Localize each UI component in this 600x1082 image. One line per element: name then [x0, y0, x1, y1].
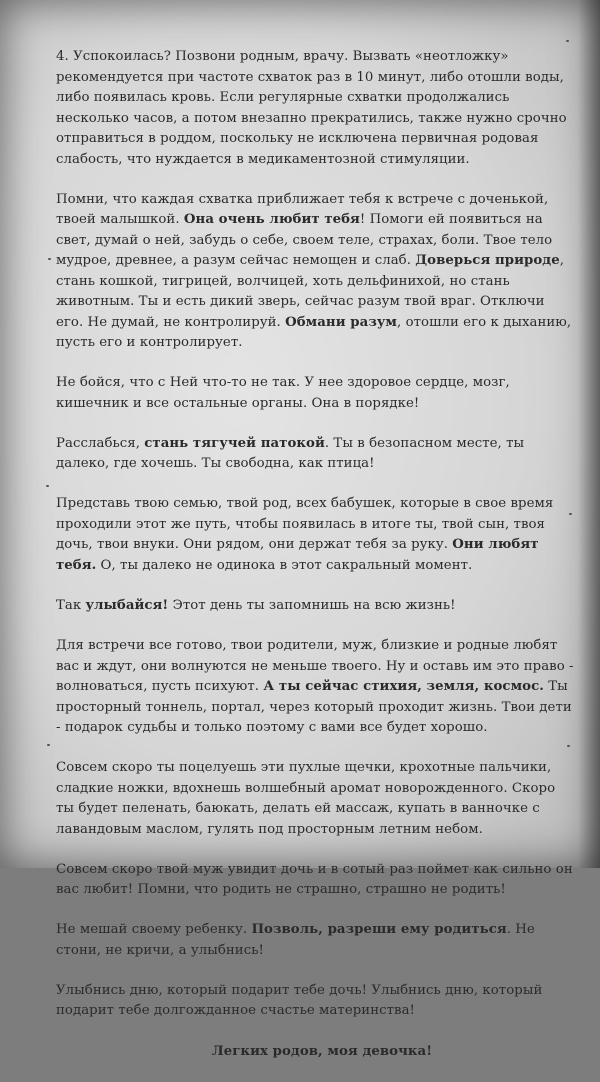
emphasis-text: Обмани разум: [285, 314, 398, 330]
paragraph-text: . Не стони, не кричи, а улыбнись!: [56, 922, 535, 958]
emphasis-text: А ты сейчас стихия, земля, космос.: [263, 679, 544, 695]
scan-speck: [47, 744, 50, 746]
paragraph-text: Расслабься,: [56, 435, 145, 451]
paragraph-text: 4. Успокоилась? Позвони родным, врачу. Вызвать «неотложку» рекомендуется при частоте схваток раз в 10 минут, либо отошли воды, либо появилась кровь. Если регулярные схватки продолжались несколько часов, а потом внезапно прекратились, также нужно срочно отправиться в роддом, поскольку не исключена первичная родовая слабость, что нуждается в медикаментозной стимуляции.: [56, 49, 567, 167]
paragraph: [56, 47, 576, 170]
paragraph: [56, 758, 576, 840]
paragraph-text: ! Помоги ей появиться на свет, думай о ней, забудь о себе, своем теле, страхах, боли. Твое тело мудрое, древнее, а разум сейчас немощен и слаб.: [56, 212, 553, 269]
emphasis-text: улыбайся!: [85, 597, 169, 613]
paragraph-text: Помни, что каждая схватка приближает тебя к встрече с доченькой, твоей малышкой.: [56, 191, 549, 228]
paragraph: [56, 636, 576, 739]
paragraph-text: Не мешай своему ребенку.: [56, 922, 252, 938]
paragraph-text: , отошли его к дыханию, пусть его и контролирует.: [56, 314, 572, 351]
scan-speck: [566, 40, 569, 42]
scan-speck: [46, 485, 49, 487]
paragraph: [56, 434, 576, 475]
document-body: [56, 47, 576, 1082]
paragraph-text: . Ты в безопасном месте, ты далеко, где хочешь. Ты свободна, как птица!: [56, 435, 525, 472]
paragraph-text: Так: [56, 597, 86, 613]
paragraph: [56, 860, 576, 901]
paragraph-text: Этот день ты запомнишь на всю жизнь!: [168, 597, 456, 613]
emphasis-text: Доверься природе: [415, 253, 560, 269]
paragraph-text: , стань кошкой, тигрицей, волчицей, хоть дельфинихой, но стань животным. Ты и есть дикий зверь, сейчас разум твой враг. Отключи его. Не думай, не контролируй.: [56, 253, 565, 330]
paragraph-text: Совсем скоро ты поцелуешь эти пухлые щечки, крохотные пальчики, сладкие ножки, вдохнешь волшебный аромат новорожденного. Скоро ты будет пеленать, баюкать, делать ей массаж, купать в ванночке с лавандовым маслом, гулять под просторным летним небом.: [56, 760, 556, 837]
emphasis-text: Она очень любит тебя: [183, 212, 360, 228]
emphasis-text: стань тягучей патокой: [144, 435, 325, 451]
paragraph-text: О, ты далеко не одинока в этот сакральный момент.: [96, 557, 473, 573]
paragraph-text: Ты просторный тоннель, портал, через который проходит жизнь. Твои дети - подарок судьбы и только поэтому с вами все будет хорошо.: [56, 679, 572, 736]
paragraph: [56, 373, 576, 414]
paragraph-text: Представь твою семью, твой род, всех бабушек, которые в свое время проходили этот же путь, чтобы появилась в итоге ты, твой сын, твоя дочь, твои внуки. Они рядом, они держат тебя за руку.: [56, 496, 554, 553]
paragraph: [56, 190, 576, 354]
paragraph-text: Совсем скоро твой муж увидит дочь и в сотый раз поймет как сильно он вас любит! Помни, что родить не страшно, страшно не родить!: [56, 861, 573, 898]
scan-speck: [48, 258, 51, 260]
paragraph-text: Для встречи все готово, твои родители, муж, близкие и родные любят вас и ждут, они волнуются не меньше твоего. Ну и оставь им это право - волноваться, пусть психуют.: [56, 638, 574, 695]
paragraph: [56, 920, 576, 961]
paragraph-text: Улыбнись дню, который подарит тебе дочь! Улыбнись дню, который подарит тебе долгожданное счастье материнства!: [56, 982, 543, 1019]
closing-line: Легких родов, моя девочка!: [211, 1043, 433, 1059]
paragraph: [56, 981, 576, 1022]
paragraph: [56, 596, 576, 617]
emphasis-text: Позволь, разреши ему родиться: [251, 922, 507, 938]
paragraph: [56, 494, 576, 576]
paragraph-text: Не бойся, что с Ней что-то не так. У нее здоровое сердце, мозг, кишечник и все остальные органы. Она в порядке!: [56, 375, 510, 411]
emphasis-text: Они любят тебя.: [56, 537, 539, 573]
